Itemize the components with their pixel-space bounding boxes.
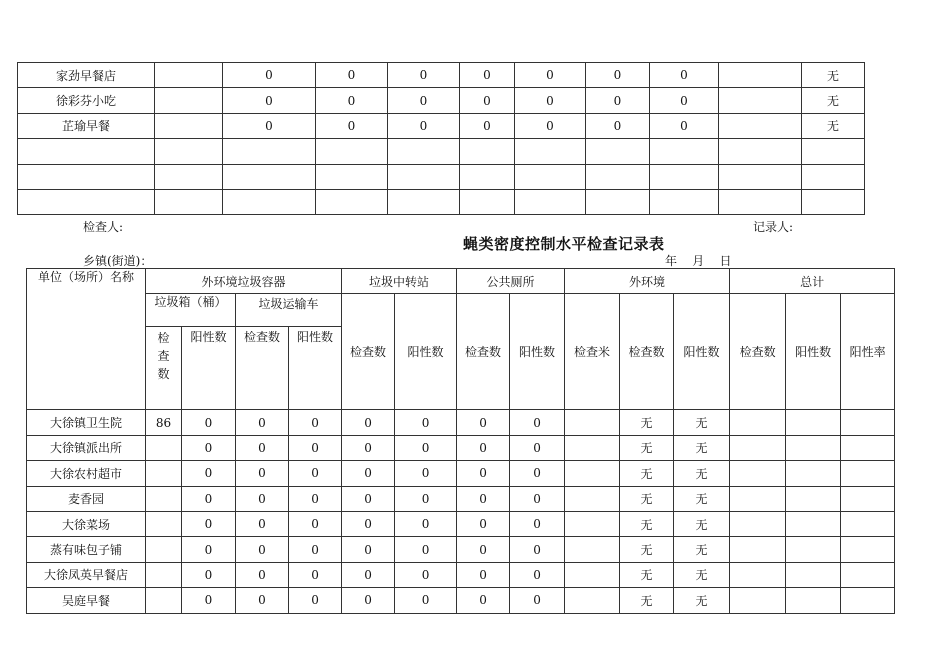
unit-name-cell: 徐彩芬小吃 [18, 88, 155, 113]
unit-name-cell: 家劲早餐店 [18, 63, 155, 88]
inspector-label: 检查人: [83, 220, 124, 234]
value-cell: 0 [316, 113, 388, 138]
value-cell [146, 435, 182, 460]
value-cell: 0 [650, 113, 719, 138]
value-cell: 0 [236, 410, 289, 435]
value-cell: 0 [460, 63, 515, 88]
value-cell [786, 435, 841, 460]
value-cell: 0 [182, 537, 236, 562]
table-row [27, 588, 895, 613]
value-cell [388, 164, 460, 189]
value-cell [841, 562, 895, 587]
value-cell [460, 189, 515, 214]
value-cell: 无 [674, 435, 730, 460]
value-cell: 0 [342, 511, 395, 536]
truck-positive-header: 阳性数 [289, 327, 342, 410]
value-cell [565, 511, 620, 536]
value-cell: 0 [182, 562, 236, 587]
value-cell: 无 [674, 461, 730, 486]
value-cell [565, 461, 620, 486]
value-cell [223, 139, 316, 164]
value-cell [155, 113, 223, 138]
value-cell [719, 113, 802, 138]
value-cell [565, 537, 620, 562]
value-cell: 0 [510, 537, 565, 562]
table-row [27, 486, 895, 511]
value-cell [316, 164, 388, 189]
value-cell: 0 [586, 63, 650, 88]
value-cell: 86 [146, 410, 182, 435]
trash-bin-header: 垃圾箱（桶） [146, 294, 236, 327]
toilet-positive-header: 阳性数 [510, 294, 565, 410]
value-cell: 0 [395, 461, 457, 486]
transfer-station-header: 垃圾中转站 [342, 269, 457, 294]
value-cell [515, 164, 586, 189]
value-cell: 0 [342, 588, 395, 613]
value-cell: 无 [620, 410, 674, 435]
value-cell: 0 [182, 410, 236, 435]
value-cell [730, 562, 786, 587]
value-cell [730, 410, 786, 435]
value-cell: 0 [289, 486, 342, 511]
value-cell: 0 [510, 511, 565, 536]
table-row [18, 164, 865, 189]
value-cell [786, 537, 841, 562]
value-cell: 0 [289, 410, 342, 435]
value-cell: 0 [510, 486, 565, 511]
value-cell: 0 [223, 113, 316, 138]
value-cell: 无 [802, 63, 865, 88]
value-cell [565, 588, 620, 613]
unit-name-cell: 吴庭早餐 [27, 588, 146, 613]
value-cell: 0 [457, 435, 510, 460]
value-cell: 0 [586, 88, 650, 113]
value-cell [155, 189, 223, 214]
value-cell: 0 [650, 63, 719, 88]
value-cell: 0 [289, 435, 342, 460]
value-cell: 0 [515, 113, 586, 138]
value-cell [841, 410, 895, 435]
value-cell [146, 486, 182, 511]
value-cell: 0 [342, 410, 395, 435]
value-cell [388, 139, 460, 164]
env-check-header: 检查数 [620, 294, 674, 410]
unit-name-cell [18, 139, 155, 164]
value-cell: 0 [515, 88, 586, 113]
value-cell: 无 [620, 461, 674, 486]
outdoor-env-header: 外环境 [565, 269, 730, 294]
value-cell [730, 511, 786, 536]
value-cell: 无 [674, 511, 730, 536]
value-cell: 无 [674, 410, 730, 435]
value-cell [841, 588, 895, 613]
value-cell: 0 [460, 88, 515, 113]
value-cell [155, 63, 223, 88]
value-cell [586, 189, 650, 214]
value-cell [515, 189, 586, 214]
value-cell [841, 486, 895, 511]
value-cell [515, 139, 586, 164]
value-cell: 0 [395, 588, 457, 613]
toilet-check-header: 检查数 [457, 294, 510, 410]
public-toilet-header: 公共厕所 [457, 269, 565, 294]
table-row [27, 461, 895, 486]
value-cell [802, 164, 865, 189]
value-cell: 0 [457, 537, 510, 562]
value-cell: 0 [289, 461, 342, 486]
total-rate-header: 阳性率 [841, 294, 895, 410]
value-cell: 0 [342, 435, 395, 460]
value-cell: 0 [182, 435, 236, 460]
unit-name-cell: 大徐凤英早餐店 [27, 562, 146, 587]
value-cell: 0 [223, 63, 316, 88]
unit-name-cell: 大徐镇卫生院 [27, 410, 146, 435]
value-cell: 0 [388, 88, 460, 113]
value-cell [719, 139, 802, 164]
truck-check-header: 检查数 [236, 327, 289, 410]
value-cell: 0 [395, 562, 457, 587]
value-cell [650, 139, 719, 164]
value-cell: 0 [395, 435, 457, 460]
value-cell [719, 63, 802, 88]
date-label: 年 月 日 [665, 254, 732, 268]
value-cell: 0 [388, 113, 460, 138]
value-cell [730, 486, 786, 511]
value-cell: 0 [236, 511, 289, 536]
top-record-table [17, 62, 865, 215]
value-cell [786, 588, 841, 613]
value-cell [146, 511, 182, 536]
transfer-check-header: 检查数 [342, 294, 395, 410]
value-cell: 0 [236, 537, 289, 562]
value-cell: 0 [236, 486, 289, 511]
unit-name-cell [18, 164, 155, 189]
env-positive-header: 阳性数 [674, 294, 730, 410]
value-cell [146, 588, 182, 613]
value-cell [802, 139, 865, 164]
value-cell [650, 189, 719, 214]
value-cell: 0 [342, 537, 395, 562]
value-cell: 0 [342, 562, 395, 587]
value-cell [730, 588, 786, 613]
value-cell: 0 [182, 511, 236, 536]
value-cell: 0 [460, 113, 515, 138]
unit-name-cell: 麦香园 [27, 486, 146, 511]
value-cell [460, 139, 515, 164]
value-cell: 0 [510, 435, 565, 460]
outdoor-containers-header: 外环境垃圾容器 [146, 269, 342, 294]
bin-check-header: 检查数 [146, 327, 182, 410]
value-cell: 0 [510, 562, 565, 587]
value-cell: 0 [236, 461, 289, 486]
table-row [18, 189, 865, 214]
form-title: 蝇类密度控制水平检查记录表 [463, 235, 665, 253]
value-cell: 0 [457, 461, 510, 486]
table-row [27, 562, 895, 587]
value-cell: 0 [510, 410, 565, 435]
value-cell: 0 [510, 461, 565, 486]
value-cell: 无 [674, 588, 730, 613]
value-cell [841, 435, 895, 460]
value-cell [565, 435, 620, 460]
trash-truck-header: 垃圾运输车 [236, 294, 342, 327]
value-cell [565, 410, 620, 435]
value-cell: 0 [342, 486, 395, 511]
value-cell: 0 [236, 588, 289, 613]
value-cell: 0 [510, 588, 565, 613]
value-cell: 0 [395, 511, 457, 536]
value-cell [565, 562, 620, 587]
value-cell [730, 461, 786, 486]
value-cell: 0 [457, 588, 510, 613]
value-cell: 无 [674, 537, 730, 562]
value-cell [146, 562, 182, 587]
value-cell: 无 [620, 435, 674, 460]
value-cell [719, 164, 802, 189]
table-row [18, 139, 865, 164]
table-row [27, 410, 895, 435]
unit-name-cell: 大徐镇派出所 [27, 435, 146, 460]
value-cell [316, 189, 388, 214]
value-cell [730, 435, 786, 460]
value-cell: 0 [342, 461, 395, 486]
value-cell: 无 [620, 511, 674, 536]
value-cell: 无 [620, 588, 674, 613]
value-cell [841, 537, 895, 562]
value-cell: 0 [289, 588, 342, 613]
value-cell: 无 [620, 537, 674, 562]
recorder-label: 记录人: [753, 220, 794, 234]
total-header: 总计 [730, 269, 895, 294]
unit-name-cell [18, 189, 155, 214]
value-cell: 0 [289, 511, 342, 536]
value-cell: 无 [674, 562, 730, 587]
value-cell [786, 511, 841, 536]
town-label: 乡镇(街道)： [83, 254, 153, 268]
value-cell [650, 164, 719, 189]
value-cell: 0 [182, 588, 236, 613]
unit-name-cell: 蒸有味包子铺 [27, 537, 146, 562]
value-cell: 0 [457, 562, 510, 587]
value-cell [388, 189, 460, 214]
value-cell: 0 [316, 88, 388, 113]
value-cell [316, 139, 388, 164]
value-cell [841, 461, 895, 486]
value-cell: 0 [457, 410, 510, 435]
total-positive-header: 阳性数 [786, 294, 841, 410]
value-cell [786, 410, 841, 435]
value-cell [565, 486, 620, 511]
fly-density-table [26, 268, 895, 614]
value-cell: 0 [388, 63, 460, 88]
value-cell [223, 164, 316, 189]
env-meters-header: 检查米 [565, 294, 620, 410]
table-row [27, 537, 895, 562]
value-cell: 0 [236, 562, 289, 587]
value-cell: 0 [395, 537, 457, 562]
value-cell: 0 [316, 63, 388, 88]
value-cell: 0 [515, 63, 586, 88]
table-row [18, 63, 865, 88]
value-cell: 无 [802, 88, 865, 113]
value-cell [786, 562, 841, 587]
unit-name-cell: 大徐菜场 [27, 511, 146, 536]
value-cell: 无 [620, 562, 674, 587]
value-cell: 0 [457, 486, 510, 511]
value-cell [155, 88, 223, 113]
value-cell [155, 139, 223, 164]
table-row [18, 88, 865, 113]
unit-name-cell: 大徐农村超市 [27, 461, 146, 486]
value-cell: 0 [586, 113, 650, 138]
value-cell [802, 189, 865, 214]
value-cell: 无 [674, 486, 730, 511]
table-row [18, 113, 865, 138]
value-cell [223, 189, 316, 214]
value-cell: 0 [223, 88, 316, 113]
value-cell [146, 461, 182, 486]
value-cell [155, 164, 223, 189]
value-cell: 无 [620, 486, 674, 511]
value-cell [586, 139, 650, 164]
value-cell: 0 [395, 410, 457, 435]
value-cell: 0 [457, 511, 510, 536]
value-cell [460, 164, 515, 189]
value-cell [786, 461, 841, 486]
unit-header: 单位（场所）名称 [27, 269, 146, 410]
table-row [27, 511, 895, 536]
value-cell: 0 [289, 537, 342, 562]
value-cell [719, 189, 802, 214]
value-cell [719, 88, 802, 113]
bin-positive-header: 阳性数 [182, 327, 236, 410]
unit-name-cell: 芷瑜早餐 [18, 113, 155, 138]
value-cell [586, 164, 650, 189]
value-cell: 0 [289, 562, 342, 587]
transfer-positive-header: 阳性数 [395, 294, 457, 410]
value-cell: 0 [182, 461, 236, 486]
value-cell [730, 537, 786, 562]
value-cell: 0 [236, 435, 289, 460]
value-cell: 0 [182, 486, 236, 511]
value-cell [786, 486, 841, 511]
value-cell: 0 [395, 486, 457, 511]
value-cell: 无 [802, 113, 865, 138]
value-cell [146, 537, 182, 562]
table-row [27, 435, 895, 460]
value-cell [841, 511, 895, 536]
value-cell: 0 [650, 88, 719, 113]
total-check-header: 检查数 [730, 294, 786, 410]
